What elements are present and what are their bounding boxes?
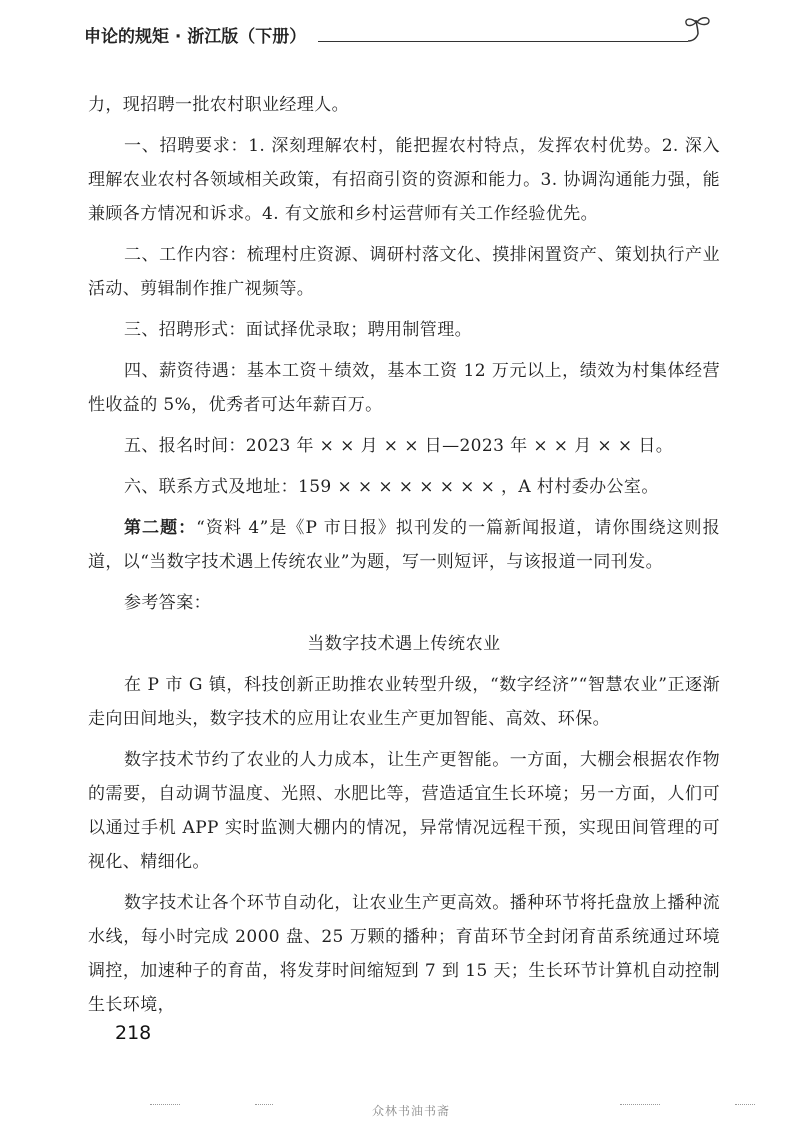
- paragraph-recruit-form: 三、招聘形式：面试择优录取；聘用制管理。: [124, 320, 472, 340]
- scan-artifact: [255, 1104, 273, 1109]
- page-body: [88, 88, 720, 1029]
- paragraph-requirements: 一、招聘要求：1. 深刻理解农村，能把握农村特点，发挥农村优势。2. 深入理解农业农村各领域相关政策，有招商引资的资源和能力。3. 协调沟通能力强，能兼顾各方情况和诉求。4. 有文旅和乡村运营师有关工作经验优先。: [88, 136, 720, 224]
- scan-artifact: [150, 1104, 180, 1109]
- paragraph-continuation: 力，现招聘一批农村职业经理人。: [88, 95, 349, 115]
- essay-title: 当数字技术遇上传统农业: [307, 634, 501, 654]
- page-number: 218: [115, 1022, 152, 1044]
- sprout-icon: [682, 14, 716, 44]
- question-label: 第二题：: [124, 518, 197, 538]
- answer-label: 参考答案：: [124, 593, 211, 613]
- paragraph-work-content: 二、工作内容：梳理村庄资源、调研村落文化、摸排闲置资产、策划执行产业活动、剪辑制作推广视频等。: [88, 245, 720, 299]
- paragraph-contact: 六、联系方式及地址：159 × × × × × × × × ，A 村村委办公室。: [124, 477, 659, 497]
- essay-paragraph: 在 P 市 G 镇，科技创新正助推农业转型升级，“数字经济”“智慧农业”正逐渐走向田间地头，数字技术的应用让农业生产更加智能、高效、环保。: [88, 675, 720, 729]
- page-header: [0, 0, 800, 60]
- essay-paragraph: 数字技术节约了农业的人力成本，让生产更智能。一方面，大棚会根据农作物的需要，自动调节温度、光照、水肥比等，营造适宜生长环境；另一方面，人们可以通过手机 APP 实时监测大棚内的情况，异常情况远程干预，实现田间管理的可视化、精细化。: [88, 750, 720, 872]
- question-text: “资料 4”是《P 市日报》拟刊发的一篇新闻报道，请你围绕这则报道，以“当数字技术遇上传统农业”为题，写一则短评，与该报道一同刊发。: [88, 518, 720, 572]
- essay-paragraph: 数字技术让各个环节自动化，让农业生产更高效。播种环节将托盘放上播种流水线，每小时完成 2000 盘、25 万颗的播种；育苗环节全封闭育苗系统通过环境调控，加速种子的育苗，将发芽时间缩短到 7 到 15 天；生长环节计算机自动控制生长环境，: [88, 893, 720, 1015]
- paragraph-signup-time: 五、报名时间：2023 年 × × 月 × × 日—2023 年 × × 月 × × 日。: [124, 436, 674, 456]
- scan-artifact: [735, 1104, 755, 1109]
- running-head-title: 申论的规矩 · 浙江版（下册）: [84, 27, 307, 47]
- footer-watermark: 众林书油书斋: [372, 1104, 451, 1118]
- scan-artifact: [620, 1104, 660, 1109]
- question-paragraph: [88, 511, 720, 579]
- header-rule: [318, 41, 688, 42]
- paragraph-salary: 四、薪资待遇：基本工资＋绩效，基本工资 12 万元以上，绩效为村集体经营性收益的 5%，优秀者可达年薪百万。: [88, 361, 720, 415]
